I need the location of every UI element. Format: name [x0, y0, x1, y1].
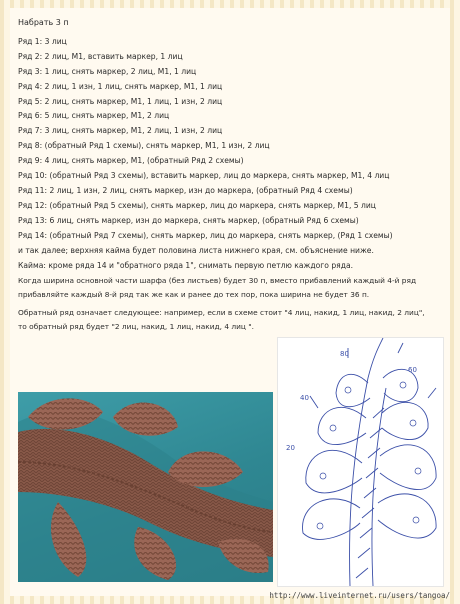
row-9: Ряд 9: 4 лиц, снять маркер, М1, (обратный Ряд 2 схемы) — [18, 156, 244, 166]
width-paragraph-line-1: Когда ширина основной части шарфа (без листьев) будет 30 п, вместо прибавлений каждый 4-й ряд — [18, 276, 417, 286]
row-10: Ряд 10: (обратный Ряд 3 схемы), вставить маркер, лиц до маркера, снять маркер, М1, 4 лиц — [18, 171, 390, 181]
source-url[interactable]: http://www.liveinternet.ru/users/tangoa/ — [269, 591, 450, 600]
reverse-row-paragraph-line-1: Обратный ряд означает следующее: например, если в схеме стоит "4 лиц, накид, 1 лиц, накид, 2 лиц", — [18, 308, 425, 318]
row-8: Ряд 8: (обратный Ряд 1 схемы), снять маркер, М1, 1 изн, 2 лиц — [18, 141, 270, 151]
row-4: Ряд 4: 2 лиц, 1 изн, 1 лиц, снять маркер, М1, 1 лиц — [18, 81, 223, 91]
border-note: Кайма: кроме ряда 14 и "обратного ряда 1", снимать первую петлю каждого ряда. — [18, 260, 354, 270]
knitted-scarf-illustration — [18, 392, 273, 582]
row-1: Ряд 1: 3 лиц — [18, 36, 67, 46]
row-11: Ряд 11: 2 лиц, 1 изн, 2 лиц, снять маркер, изн до маркера, (обратный Ряд 4 схемы) — [18, 185, 353, 195]
row-2: Ряд 2: 2 лиц, М1, вставить маркер, 1 лиц — [18, 51, 183, 61]
diagram-label-40: 40 — [300, 394, 309, 402]
reverse-row-paragraph-line-2: то обратный ряд будет "2 лиц, накид, 1 лиц, накид, 4 лиц ". — [18, 321, 255, 331]
diagram-label-60: 60 — [408, 366, 417, 374]
diagram-label-20: 20 — [286, 444, 295, 452]
scarf-photo — [18, 392, 273, 582]
leaf-chart-sketch — [278, 338, 443, 586]
hand-drawn-chart — [277, 337, 444, 587]
cast-on-line: Набрать 3 п — [18, 18, 69, 27]
instructions-block — [18, 16, 444, 332]
row-3: Ряд 3: 1 лиц, снять маркер, 2 лиц, М1, 1 лиц — [18, 66, 197, 76]
row-12: Ряд 12: (обратный Ряд 5 схемы), снять маркер, лиц до маркера, снять маркер, М1, 5 лиц — [18, 200, 376, 210]
row-14: Ряд 14: (обратный Ряд 7 схемы), снять маркер, лиц до маркера, снять маркер, (Ряд 1 схемы) — [18, 230, 393, 240]
width-paragraph-line-2: прибавляйте каждый 8-й ряд так же как и ранее до тех пор, пока ширина не будет 36 п. — [18, 289, 370, 299]
row-6: Ряд 6: 5 лиц, снять маркер, М1, 2 лиц — [18, 111, 170, 121]
etc-note: и так далее; верхняя кайма будет половина листа нижнего края, см. объяснение ниже. — [18, 245, 374, 255]
row-7: Ряд 7: 3 лиц, снять маркер, М1, 2 лиц, 1 изн, 2 лиц — [18, 126, 223, 136]
row-5: Ряд 5: 2 лиц, снять маркер, М1, 1 лиц, 1 изн, 2 лиц — [18, 96, 223, 106]
diagram-label-80: 80 — [340, 350, 349, 358]
row-13: Ряд 13: 6 лиц, снять маркер, изн до маркера, снять маркер, (обратный Ряд 6 схемы) — [18, 215, 359, 225]
